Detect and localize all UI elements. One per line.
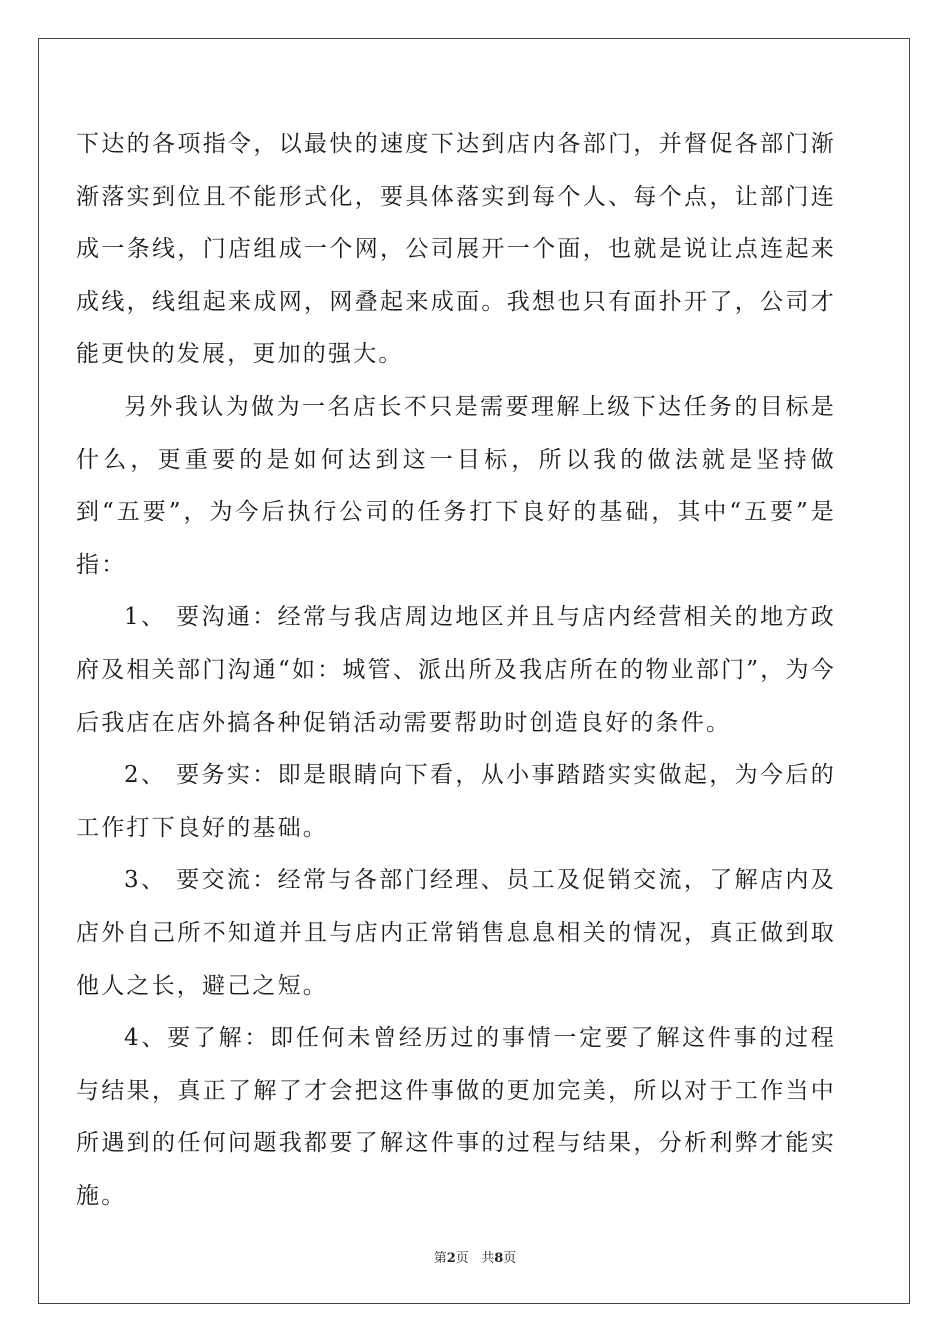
paragraph-continuation: 下达的各项指令，以最快的速度下达到店内各部门，并督促各部门渐渐落实到位且不能形式化，要具体落实到每个人、每个点，让部门连成一条线，门店组成一个网，公司展开一个面，也就是说让点连起来成线，线组起来成网，网叠起来成面。我想也只有面扑开了，公司才能更快的发展，更加的强大。 bbox=[76, 131, 836, 368]
footer-page-suffix: 页 bbox=[455, 1251, 469, 1266]
footer-page-number: 2 bbox=[446, 1251, 456, 1266]
paragraph-item-1-communicate: 1、 要沟通：经常与我店周边地区并且与店内经营相关的地方政府及相关部门沟通“如：城管、派出所及我店所在的物业部门”，为今后我店在店外搞各种促销活动需要帮助时创造良好的条件。 bbox=[76, 604, 836, 736]
paragraph-item-2-practical: 2、 要务实：即是眼睛向下看，从小事踏踏实实做起，为今后的工作打下良好的基础。 bbox=[76, 762, 836, 841]
paragraph-item-3-exchange: 3、 要交流：经常与各部门经理、员工及促销交流，了解店内及店外自己所不知道并且与店内正常销售息息相关的情况，真正做到取他人之长，避己之短。 bbox=[76, 867, 836, 999]
paragraph-five-musts-intro: 另外我认为做为一名店长不只是需要理解上级下达任务的目标是什么，更重要的是如何达到这一目标，所以我的做法就是坚持做到“五要”，为今后执行公司的任务打下良好的基础，其中“五要”是指： bbox=[76, 393, 836, 578]
document-body bbox=[76, 118, 836, 1222]
footer-total-prefix: 共 bbox=[481, 1251, 495, 1266]
footer-page-prefix: 第 bbox=[433, 1251, 447, 1266]
footer-total-pages: 8 bbox=[494, 1251, 504, 1266]
page-footer bbox=[0, 1247, 950, 1266]
paragraph-item-4-understand: 4、要了解：即任何未曾经历过的事情一定要了解这件事的过程与结果，真正了解了才会把这件事做的更加完美，所以对于工作当中所遇到的任何问题我都要了解这件事的过程与结果，分析利弊才能实施。 bbox=[76, 1025, 836, 1209]
footer-total-suffix: 页 bbox=[503, 1251, 517, 1266]
